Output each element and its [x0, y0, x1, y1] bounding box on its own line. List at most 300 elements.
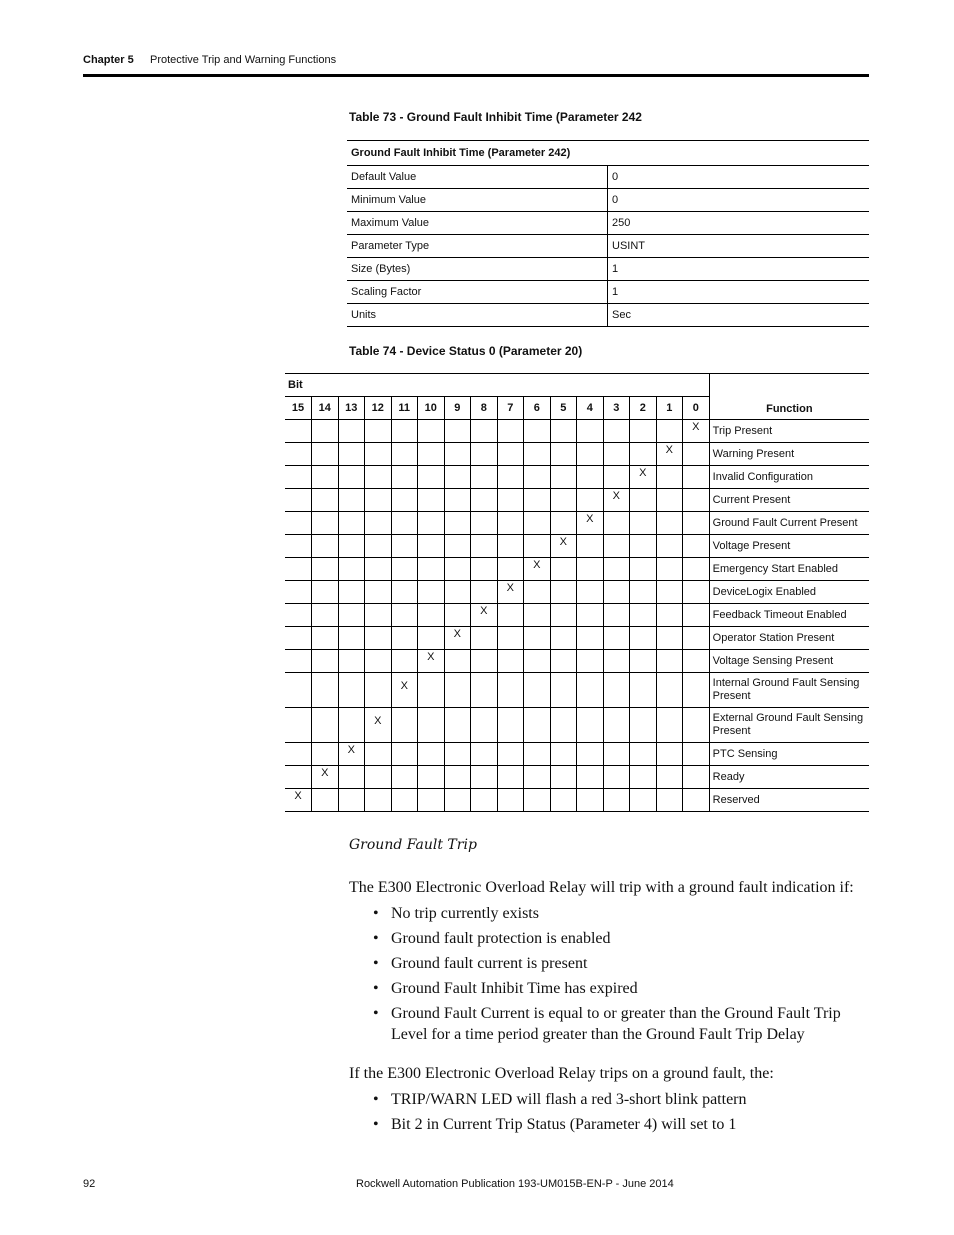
bit-cell [338, 558, 365, 581]
page-header [83, 54, 337, 66]
bit-cell [444, 766, 471, 789]
bit-cell [285, 673, 312, 708]
table-row [285, 708, 869, 743]
bit-cell [365, 535, 392, 558]
bit-cell [391, 535, 418, 558]
bit-cell [471, 420, 498, 443]
bit-cell [524, 420, 551, 443]
bit-column-header: 4 [577, 397, 604, 420]
bit-cell [656, 708, 683, 743]
bit-cell [630, 743, 657, 766]
bit-cell [656, 420, 683, 443]
bit-cell [630, 512, 657, 535]
function-cell: Emergency Start Enabled [709, 558, 869, 581]
bit-cell [471, 673, 498, 708]
bit-cell [391, 743, 418, 766]
bit-cell [630, 627, 657, 650]
bit-cell [683, 512, 710, 535]
bit-header: Bit [285, 374, 709, 397]
bit-cell [497, 627, 524, 650]
bit-cell [418, 708, 445, 743]
bit-cell [656, 443, 683, 466]
bit-mark: X [374, 715, 382, 727]
bit-cell [285, 627, 312, 650]
bit-cell [603, 766, 630, 789]
bit-cell [312, 743, 339, 766]
bit-cell [577, 766, 604, 789]
bit-cell [285, 789, 312, 812]
bit-cell [418, 420, 445, 443]
function-cell: Voltage Sensing Present [709, 650, 869, 673]
bit-cell [603, 789, 630, 812]
bit-cell [312, 766, 339, 789]
bit-cell [630, 789, 657, 812]
table-row [285, 512, 869, 535]
table74 [285, 373, 869, 812]
bit-cell [471, 466, 498, 489]
bit-cell [285, 604, 312, 627]
bit-cell [683, 604, 710, 627]
bit-cell [338, 443, 365, 466]
bit-cell [524, 708, 551, 743]
bit-cell [365, 650, 392, 673]
bit-cell [391, 650, 418, 673]
bit-cell [497, 558, 524, 581]
bit-cell [656, 535, 683, 558]
bit-cell [312, 708, 339, 743]
bit-cell [524, 535, 551, 558]
bit-cell [603, 581, 630, 604]
bit-mark: X [586, 513, 594, 525]
bit-cell [577, 535, 604, 558]
bit-cell [550, 673, 577, 708]
bit-column-header: 12 [365, 397, 392, 420]
function-cell: Operator Station Present [709, 627, 869, 650]
bit-cell [312, 627, 339, 650]
bit-cell [471, 489, 498, 512]
table73 [347, 140, 869, 327]
section-heading: Ground Fault Trip [349, 837, 477, 853]
bit-cell [683, 650, 710, 673]
bit-cell [550, 443, 577, 466]
bit-cell [365, 512, 392, 535]
bit-cell [312, 604, 339, 627]
bit-cell [683, 558, 710, 581]
table-row [285, 604, 869, 627]
bit-cell [603, 443, 630, 466]
bit-cell [577, 581, 604, 604]
table73-label: Minimum Value [347, 189, 608, 212]
bit-cell [656, 766, 683, 789]
bit-cell [338, 673, 365, 708]
bit-cell [471, 650, 498, 673]
bit-cell [365, 766, 392, 789]
bit-cell [550, 420, 577, 443]
table-row [285, 766, 869, 789]
bit-cell [577, 627, 604, 650]
bit-cell [471, 512, 498, 535]
bit-mark: X [612, 490, 620, 502]
bit-cell [338, 512, 365, 535]
bit-cell [338, 466, 365, 489]
bit-cell [338, 766, 365, 789]
bit-cell [418, 466, 445, 489]
function-header: Function [709, 374, 869, 420]
bit-cell [391, 581, 418, 604]
bit-cell [497, 420, 524, 443]
bit-cell [630, 558, 657, 581]
bit-cell [312, 673, 339, 708]
bit-cell [550, 708, 577, 743]
bit-cell [577, 789, 604, 812]
bit-cell [683, 489, 710, 512]
bit-cell [524, 489, 551, 512]
table73-value: 1 [608, 281, 870, 304]
table-row [347, 212, 869, 235]
bit-cell [656, 743, 683, 766]
list-item: • Ground Fault Current is equal to or greater than the Ground Fault Trip Level for a time period greater than the Ground Fault Trip Delay [373, 1004, 861, 1045]
bit-cell [338, 627, 365, 650]
bit-cell [391, 766, 418, 789]
header-rule [83, 74, 869, 77]
bit-cell [312, 443, 339, 466]
bit-cell [365, 627, 392, 650]
bit-cell [444, 558, 471, 581]
bit-cell [418, 627, 445, 650]
bit-column-header: 5 [550, 397, 577, 420]
function-cell: Trip Present [709, 420, 869, 443]
bit-cell [603, 743, 630, 766]
bit-column-header: 2 [630, 397, 657, 420]
bit-cell [524, 650, 551, 673]
bit-column-header: 15 [285, 397, 312, 420]
bit-cell [630, 708, 657, 743]
bit-cell [577, 708, 604, 743]
bit-cell [418, 558, 445, 581]
function-cell: Invalid Configuration [709, 466, 869, 489]
bit-cell [444, 789, 471, 812]
bit-cell [603, 420, 630, 443]
bit-column-header: 8 [471, 397, 498, 420]
bit-cell [391, 443, 418, 466]
bit-cell [471, 708, 498, 743]
bit-cell [312, 535, 339, 558]
bit-cell [656, 604, 683, 627]
bit-cell [365, 420, 392, 443]
bit-cell [365, 581, 392, 604]
bit-cell [418, 443, 445, 466]
bit-cell [577, 673, 604, 708]
bit-cell [550, 627, 577, 650]
bit-cell [630, 443, 657, 466]
bit-cell [312, 420, 339, 443]
bit-cell [577, 650, 604, 673]
bit-cell [577, 489, 604, 512]
bit-cell [391, 708, 418, 743]
table73-caption: Table 73 - Ground Fault Inhibit Time (Parameter 242 [349, 110, 642, 124]
bit-cell [471, 535, 498, 558]
bit-cell [338, 789, 365, 812]
bit-cell [683, 443, 710, 466]
bit-cell [497, 581, 524, 604]
bit-mark: X [294, 790, 302, 802]
bit-cell [683, 708, 710, 743]
bit-cell [683, 627, 710, 650]
condition-list [373, 904, 861, 1050]
bit-cell [285, 766, 312, 789]
bit-column-header: 6 [524, 397, 551, 420]
function-cell: Feedback Timeout Enabled [709, 604, 869, 627]
table73-value: 250 [608, 212, 870, 235]
bit-cell [312, 650, 339, 673]
bit-cell [550, 650, 577, 673]
list-item: • Ground fault current is present [373, 954, 861, 975]
bit-cell [444, 673, 471, 708]
bit-cell [550, 512, 577, 535]
bit-cell [524, 673, 551, 708]
bit-cell [524, 558, 551, 581]
bit-cell [524, 512, 551, 535]
bit-cell [524, 789, 551, 812]
bit-cell [418, 673, 445, 708]
bit-cell [630, 535, 657, 558]
bit-cell [444, 466, 471, 489]
bit-column-header: 1 [656, 397, 683, 420]
table73-value: 0 [608, 166, 870, 189]
bit-cell [444, 420, 471, 443]
bit-cell [603, 558, 630, 581]
bit-cell [444, 743, 471, 766]
intro-paragraph: The E300 Electronic Overload Relay will trip with a ground fault indication if: [349, 879, 854, 896]
bit-cell [656, 673, 683, 708]
bit-cell [497, 743, 524, 766]
bit-cell [338, 420, 365, 443]
bit-cell [630, 581, 657, 604]
bit-cell [603, 535, 630, 558]
bit-cell [471, 581, 498, 604]
table-row [285, 489, 869, 512]
bit-cell [444, 708, 471, 743]
bit-cell [365, 673, 392, 708]
bit-cell [285, 708, 312, 743]
bit-cell [577, 512, 604, 535]
bit-cell [312, 466, 339, 489]
list-item: • Bit 2 in Current Trip Status (Parameter 4) will set to 1 [373, 1115, 747, 1136]
bit-column-header: 3 [603, 397, 630, 420]
bit-mark: X [321, 767, 329, 779]
bit-mark: X [480, 605, 488, 617]
bit-cell [497, 535, 524, 558]
bit-cell [365, 466, 392, 489]
bit-cell [365, 558, 392, 581]
bit-cell [471, 443, 498, 466]
function-cell: Internal Ground Fault Sensing Present [709, 673, 869, 708]
bit-mark: X [506, 582, 514, 594]
bit-cell [497, 489, 524, 512]
table-row [347, 258, 869, 281]
bit-cell [391, 512, 418, 535]
bit-cell [683, 789, 710, 812]
bit-mark: X [692, 421, 700, 433]
table-row [285, 558, 869, 581]
bit-cell [550, 604, 577, 627]
bit-cell [471, 558, 498, 581]
table-row [347, 281, 869, 304]
bit-cell [550, 789, 577, 812]
bit-cell [497, 512, 524, 535]
bit-cell [603, 650, 630, 673]
bit-cell [656, 558, 683, 581]
bit-cell [630, 650, 657, 673]
bit-cell [471, 743, 498, 766]
bit-cell [418, 535, 445, 558]
table-row [285, 743, 869, 766]
bit-cell [365, 489, 392, 512]
function-cell: Voltage Present [709, 535, 869, 558]
bit-cell [418, 766, 445, 789]
bit-column-header: 14 [312, 397, 339, 420]
bit-cell [285, 489, 312, 512]
function-cell: Reserved [709, 789, 869, 812]
table-row [285, 581, 869, 604]
result-paragraph: If the E300 Electronic Overload Relay trips on a ground fault, the: [349, 1065, 774, 1082]
bit-cell [391, 466, 418, 489]
bit-cell [471, 604, 498, 627]
bit-cell [630, 420, 657, 443]
bit-cell [630, 766, 657, 789]
function-cell: Ground Fault Current Present [709, 512, 869, 535]
table73-label: Default Value [347, 166, 608, 189]
bit-mark: X [347, 744, 355, 756]
bit-cell [418, 489, 445, 512]
bit-cell [418, 604, 445, 627]
bit-cell [603, 489, 630, 512]
table-row [347, 304, 869, 327]
bit-cell [603, 466, 630, 489]
bit-cell [550, 466, 577, 489]
bit-column-header: 7 [497, 397, 524, 420]
chapter-title: Protective Trip and Warning Functions [150, 54, 337, 66]
table74-caption: Table 74 - Device Status 0 (Parameter 20) [349, 344, 583, 358]
table-row [285, 627, 869, 650]
bit-mark: X [533, 559, 541, 571]
table73-label: Size (Bytes) [347, 258, 608, 281]
bit-column-header: 10 [418, 397, 445, 420]
bit-cell [471, 789, 498, 812]
bit-cell [365, 743, 392, 766]
bit-cell [391, 420, 418, 443]
bit-cell [630, 673, 657, 708]
bit-column-header: 11 [391, 397, 418, 420]
bit-cell [550, 766, 577, 789]
bit-cell [418, 743, 445, 766]
bit-cell [338, 650, 365, 673]
bit-cell [524, 581, 551, 604]
list-item: • No trip currently exists [373, 904, 861, 925]
bit-cell [683, 466, 710, 489]
bit-cell [418, 789, 445, 812]
bit-cell [630, 604, 657, 627]
table-row [347, 235, 869, 258]
bit-cell [285, 420, 312, 443]
bit-cell [391, 789, 418, 812]
table-row [285, 789, 869, 812]
bit-cell [577, 466, 604, 489]
table73-label: Scaling Factor [347, 281, 608, 304]
bit-cell [497, 789, 524, 812]
bit-cell [418, 512, 445, 535]
bit-cell [391, 673, 418, 708]
bit-cell [444, 535, 471, 558]
bit-cell [497, 604, 524, 627]
bit-cell [524, 466, 551, 489]
bit-cell [683, 581, 710, 604]
bit-cell [603, 604, 630, 627]
bit-cell [418, 581, 445, 604]
bit-cell [285, 535, 312, 558]
bit-cell [338, 604, 365, 627]
function-cell: Current Present [709, 489, 869, 512]
table73-value: 0 [608, 189, 870, 212]
bit-cell [550, 535, 577, 558]
function-cell: PTC Sensing [709, 743, 869, 766]
list-item: • Ground fault protection is enabled [373, 929, 861, 950]
bit-cell [285, 443, 312, 466]
bit-cell [338, 581, 365, 604]
bit-cell [285, 650, 312, 673]
bit-cell [444, 489, 471, 512]
bit-cell [338, 743, 365, 766]
bit-cell [444, 627, 471, 650]
bit-mark: X [639, 467, 647, 479]
table73-label: Maximum Value [347, 212, 608, 235]
bit-cell [338, 535, 365, 558]
table-row [285, 650, 869, 673]
bit-cell [683, 743, 710, 766]
bit-cell [524, 627, 551, 650]
bit-cell [391, 489, 418, 512]
result-list [373, 1090, 747, 1140]
bit-cell [391, 604, 418, 627]
table-row [285, 420, 869, 443]
bit-cell [524, 604, 551, 627]
function-cell: Ready [709, 766, 869, 789]
function-cell: DeviceLogix Enabled [709, 581, 869, 604]
bit-cell [683, 673, 710, 708]
bit-cell [312, 581, 339, 604]
bit-cell [603, 673, 630, 708]
bit-cell [577, 420, 604, 443]
table73-value: Sec [608, 304, 870, 327]
bit-cell [338, 489, 365, 512]
bit-cell [285, 581, 312, 604]
bit-cell [630, 466, 657, 489]
bit-cell [656, 512, 683, 535]
table-row [347, 166, 869, 189]
table-row [285, 673, 869, 708]
bit-mark: X [427, 651, 435, 663]
bit-cell [285, 466, 312, 489]
publication-info: Rockwell Automation Publication 193-UM015B-EN-P - June 2014 [356, 1178, 674, 1190]
bit-cell [577, 558, 604, 581]
bit-cell [285, 558, 312, 581]
bit-cell [656, 581, 683, 604]
bit-cell [497, 650, 524, 673]
bit-cell [444, 650, 471, 673]
bit-cell [550, 581, 577, 604]
bit-cell [524, 766, 551, 789]
bit-cell [656, 489, 683, 512]
